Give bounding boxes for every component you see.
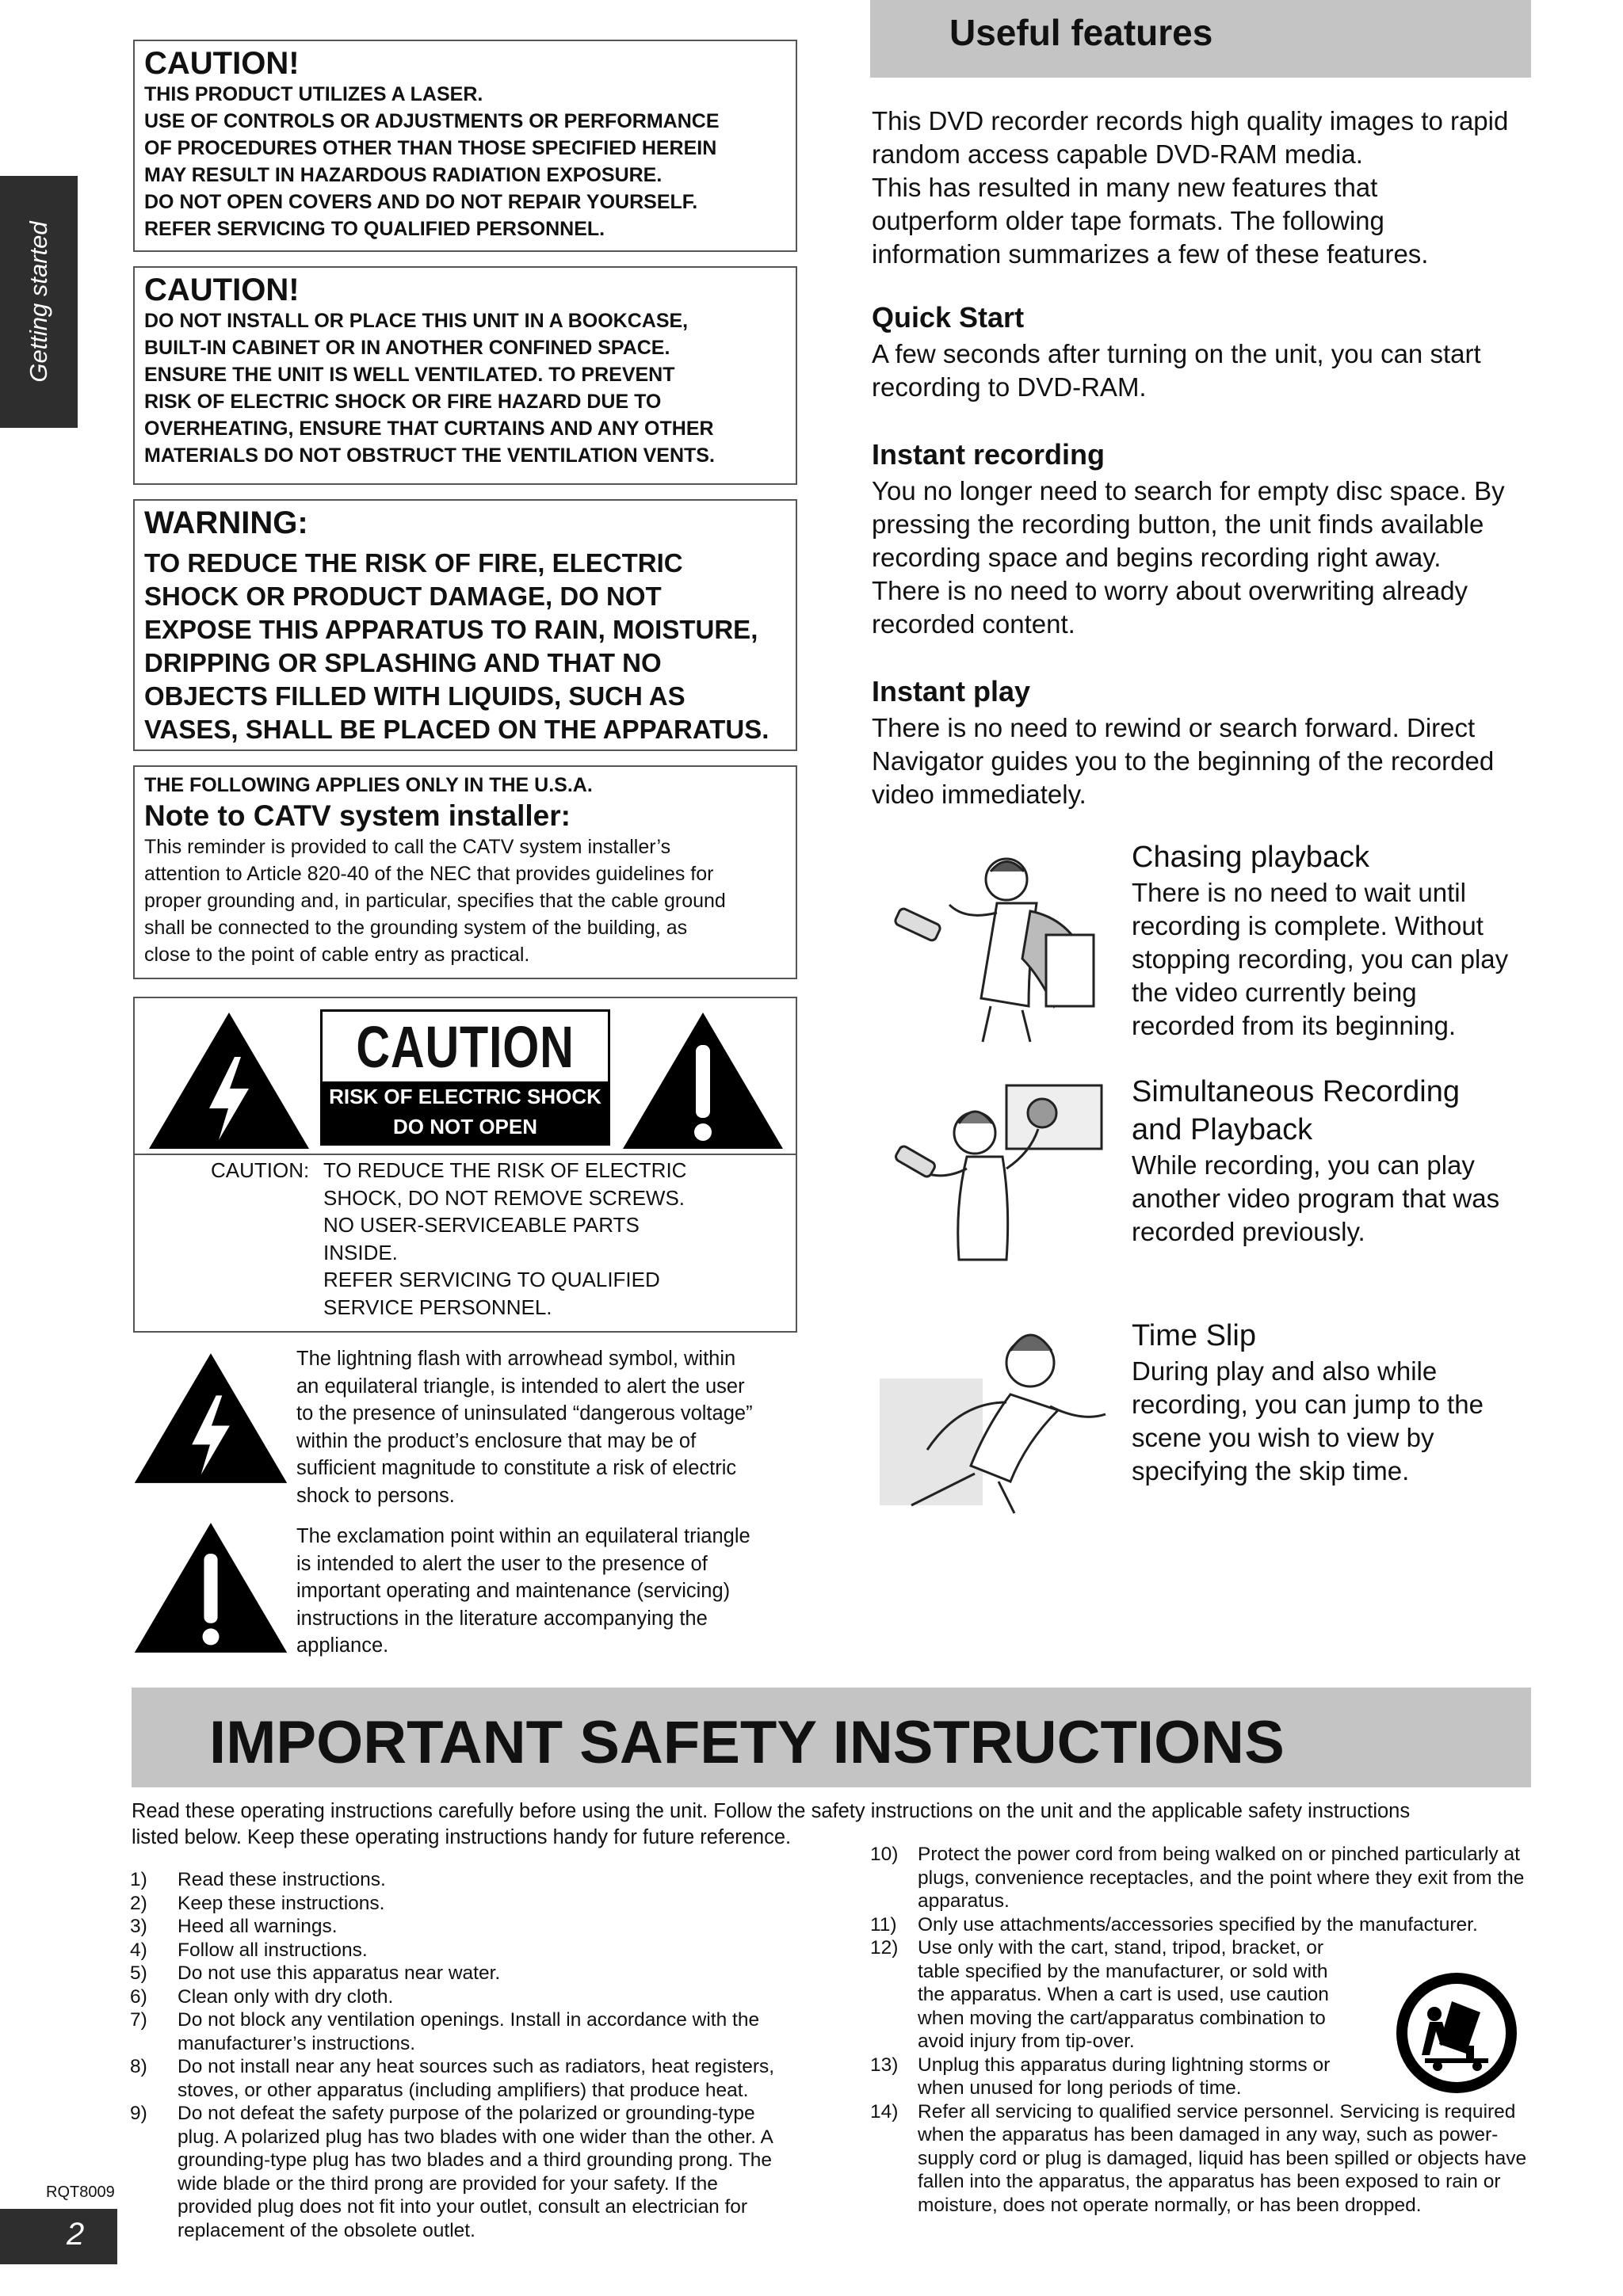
safety-item [130,1985,796,2009]
chasing-playback-line: the video currently being [1132,978,1417,1007]
warning-line: EXPOSE THIS APPARATUS TO RAIN, MOISTURE, [144,615,758,644]
useful-intro-line: This DVD recorder records high quality images to rapid [872,106,1509,135]
catv-line: shall be connected to the grounding system of the building, as [144,917,688,939]
safety-item-text: Keep these instructions. [178,1892,385,1914]
safety-intro-line: listed below. Keep these operating instructions handy for future reference. [132,1826,792,1848]
caution-ventilation-line: RISK OF ELECTRIC SHOCK OR FIRE HAZARD DUE TO [144,391,662,413]
simultaneous-title: and Playback [1132,1113,1313,1146]
time-slip-line: specifying the skip time. [1132,1456,1410,1486]
safety-intro-line: Read these operating instructions carefully before using the unit. Follow the safety instructions on the unit and the applicable safety instructions [132,1800,1411,1822]
caution-laser-line: THIS PRODUCT UTILIZES A LASER. [144,83,483,105]
person-with-remote-illustration [888,848,1117,1046]
instant-recording-section [872,438,1537,641]
catv-line: proper grounding and, in particular, specifies that the cable ground [144,890,726,912]
catv-line: attention to Article 820-40 of the NEC that provides guidelines for [144,863,714,885]
exclamation-line: is intended to alert the user to the presence of [296,1552,708,1575]
caution-laser-line: OF PROCEDURES OTHER THAN THOSE SPECIFIED HEREIN [144,137,717,159]
catv-note-box [133,765,797,979]
safety-item-number: 2) [130,1892,147,1914]
chasing-playback-line: There is no need to wait until [1132,878,1466,907]
warning-line: TO REDUCE THE RISK OF FIRE, ELECTRIC [144,548,683,578]
safety-list-left [130,1868,796,2242]
safety-item-number: 8) [130,2056,147,2077]
safety-item [130,1868,796,1892]
model-code: RQT8009 [46,2183,115,2201]
safety-item-text: Refer all servicing to qualified service personnel. Servicing is required when the apparatus has been damaged in any way, such as power-supply cord or plug is damaged, liquid has been spilled or objects have fallen into the apparatus, the apparatus has been exposed to rain or moisture, does not operate normally, or has been dropped. [918,2100,1527,2216]
safety-item [870,2100,1544,2218]
time-slip-line: scene you wish to view by [1132,1423,1434,1452]
safety-item-number: 6) [130,1985,147,2008]
warning-title: WARNING: [144,505,308,540]
chasing-playback-section [1132,838,1544,1043]
useful-intro-line: random access capable DVD-RAM media. [872,139,1363,169]
lightning-line: The lightning flash with arrowhead symbol, within [296,1348,736,1370]
safety-item-number: 5) [130,1962,147,1984]
quick-start-section [872,301,1537,404]
divider [135,1154,796,1155]
safety-item-number: 4) [130,1939,147,1961]
catv-applies: THE FOLLOWING APPLIES ONLY IN THE U.S.A. [144,774,593,796]
safety-item-text: Do not install near any heat sources such as radiators, heat registers, stoves, or other apparatus (including amplifiers) that produce heat. [178,2056,775,2101]
caution-label-line: REFER SERVICING TO QUALIFIED [323,1268,660,1291]
safety-header [132,1688,1531,1787]
caution-label-line: INSIDE. [323,1240,398,1264]
simultaneous-line: While recording, you can play [1132,1150,1475,1180]
safety-item-text: Use only with the cart, stand, tripod, bracket, or table specified by the manufacturer, or sold with the apparatus. When a cart is used, use caution when moving the cart/apparatus combination to avoid injury from tip-over. [918,1937,1329,2052]
instant-recording-line: pressing the recording button, the unit finds available [872,509,1484,539]
caution-ventilation-line: DO NOT INSTALL OR PLACE THIS UNIT IN A BOOKCASE, [144,310,689,332]
safety-item-number: 11) [870,1913,897,1936]
instant-recording-line: You no longer need to search for empty disc space. By [872,476,1505,505]
page-number-tab [0,2209,117,2264]
safety-item-text: Clean only with dry cloth. [178,1985,394,2008]
safety-item [870,1913,1544,1937]
safety-item [130,1892,796,1916]
instant-play-line: video immediately. [872,780,1086,809]
simultaneous-title: Simultaneous Recording [1132,1075,1461,1108]
instant-recording-line: recorded content. [872,609,1075,639]
section-tab-label: Getting started [25,221,52,383]
cart-tip-over-icon [1393,1970,1520,2096]
caution-ventilation-box [133,266,797,485]
lightning-line: to the presence of uninsulated “dangerous voltage” [296,1402,753,1425]
safety-item-text: Only use attachments/accessories specified by the manufacturer. [918,1913,1478,1936]
useful-features-title: Useful features [949,12,1213,53]
caution-laser-title: CAUTION! [144,46,300,81]
safety-item-number: 12) [870,1937,899,1958]
caution-ventilation-title: CAUTION! [144,273,300,307]
caution-label-line: DO NOT OPEN [392,1115,537,1138]
exclamation-triangle-icon [132,1516,290,1659]
safety-item-number: 7) [130,2009,147,2031]
page-number: 2 [67,2217,85,2252]
safety-item-number: 3) [130,1916,147,1937]
caution-ventilation-line: OVERHEATING, ENSURE THAT CURTAINS AND ANY OTHER [144,418,714,440]
caution-label [320,1009,610,1146]
caution-laser-line: MAY RESULT IN HAZARDOUS RADIATION EXPOSURE. [144,164,663,186]
safety-title: IMPORTANT SAFETY INSTRUCTIONS [209,1709,1285,1776]
quick-start-title: Quick Start [872,301,1025,334]
caution-label-line: RISK OF ELECTRIC SHOCK [329,1085,601,1108]
warning-line: SHOCK OR PRODUCT DAMAGE, DO NOT [144,582,662,611]
exclamation-line: appliance. [296,1634,389,1657]
safety-item-text: Do not defeat the safety purpose of the polarized or grounding-type plug. A polarized plug has two blades with one wider than the other. A grounding-type plug has two blades and a third grounding prong. The wide blade or the third prong are provided for your safety. If the provided plug does not fit into your outlet, consult an electrician for replacement of the obsolete outlet. [178,2103,773,2241]
safety-item-number: 1) [130,1869,147,1890]
person-jumping-illustration [880,1315,1117,1521]
person-watching-tv-illustration [888,1077,1117,1276]
section-tab [0,176,78,428]
quick-start-line: A few seconds after turning on the unit, you can start [872,339,1481,368]
catv-title: Note to CATV system installer: [144,799,571,832]
simultaneous-section [1132,1073,1544,1249]
simultaneous-line: another video program that was [1132,1184,1500,1213]
chasing-playback-line: recorded from its beginning. [1132,1011,1457,1040]
useful-intro-line: information summarizes a few of these features. [872,239,1429,269]
useful-intro-line: outperform older tape formats. The following [872,206,1384,235]
caution-label-band [323,1081,608,1143]
chasing-playback-line: recording is complete. Without [1132,911,1484,940]
catv-line: close to the point of cable entry as practical. [144,944,530,966]
safety-item-text: Do not block any ventilation openings. Install in accordance with the manufacturer’s instructions. [178,2009,760,2054]
warning-line: OBJECTS FILLED WITH LIQUIDS, SUCH AS [144,681,685,711]
caution-label-line: SERVICE PERSONNEL. [323,1295,552,1319]
lightning-line: shock to persons. [296,1484,455,1507]
safety-item-text: Follow all instructions. [178,1939,368,1961]
warning-box [133,499,797,751]
instant-recording-line: recording space and begins recording right away. [872,543,1442,572]
lightning-triangle-icon [132,1347,290,1489]
safety-item-text: Protect the power cord from being walked on or pinched particularly at plugs, convenience receptacles, and the point where they exit from the apparatus. [918,1844,1525,1912]
safety-item-number: 13) [870,2054,899,2076]
caution-laser-line: DO NOT OPEN COVERS AND DO NOT REPAIR YOURSELF. [144,191,698,213]
safety-item [130,1915,796,1939]
time-slip-line: During play and also while [1132,1356,1438,1386]
exclamation-line: The exclamation point within an equilateral triangle [296,1525,750,1547]
instant-play-line: Navigator guides you to the beginning of the recorded [872,746,1495,776]
caution-laser-box [133,40,797,252]
lightning-triangle-icon [146,1009,312,1152]
lightning-line: an equilateral triangle, is intended to alert the user [296,1375,745,1398]
exclamation-line: instructions in the literature accompanying the [296,1607,708,1630]
safety-item [130,2008,796,2055]
safety-item-number: 10) [870,1844,899,1865]
safety-item [130,2102,796,2242]
useful-intro [872,105,1537,271]
time-slip-title: Time Slip [1132,1319,1256,1352]
safety-item-text: Heed all warnings. [178,1916,338,1937]
lightning-line: sufficient magnitude to constitute a risk of electric [296,1457,737,1479]
warning-line: VASES, SHALL BE PLACED ON THE APPARATUS. [144,715,769,744]
instant-recording-title: Instant recording [872,438,1106,471]
caution-ventilation-line: MATERIALS DO NOT OBSTRUCT THE VENTILATION VENTS. [144,444,715,467]
safety-item-text: Do not use this apparatus near water. [178,1962,501,1984]
caution-label-box [133,997,797,1333]
caution-label-line: SHOCK, DO NOT REMOVE SCREWS. [323,1185,685,1210]
caution-label-big: CAUTION [356,1013,575,1080]
useful-intro-line: This has resulted in many new features that [872,173,1378,202]
safety-item [130,1939,796,1962]
time-slip-section [1132,1317,1544,1488]
instant-play-title: Instant play [872,675,1031,707]
chasing-playback-line: stopping recording, you can play [1132,944,1509,974]
caution-label-prefix: CAUTION: [211,1158,310,1182]
safety-item [130,2055,796,2102]
chasing-playback-title: Chasing playback [1132,841,1369,874]
lightning-explanation [296,1345,804,1509]
safety-item [130,1962,796,1985]
exclamation-explanation [296,1523,804,1660]
instant-play-section [872,675,1537,811]
instant-recording-line: There is no need to worry about overwriting already [872,576,1468,605]
exclamation-line: important operating and maintenance (servicing) [296,1580,731,1602]
safety-item-text: Read these instructions. [178,1869,386,1890]
exclamation-triangle-icon [620,1009,786,1152]
caution-label-text [211,1157,781,1321]
caution-laser-line: USE OF CONTROLS OR ADJUSTMENTS OR PERFORMANCE [144,110,720,132]
quick-start-line: recording to DVD-RAM. [872,372,1147,402]
time-slip-line: recording, you can jump to the [1132,1390,1484,1419]
caution-label-line: NO USER-SERVICEABLE PARTS [323,1213,640,1237]
instant-play-line: There is no need to rewind or search forward. Direct [872,713,1476,742]
useful-features-header [870,0,1531,78]
caution-ventilation-line: ENSURE THE UNIT IS WELL VENTILATED. TO PREVENT [144,364,675,386]
warning-line: DRIPPING OR SPLASHING AND THAT NO [144,648,662,677]
caution-ventilation-line: BUILT-IN CABINET OR IN ANOTHER CONFINED SPACE. [144,337,670,359]
simultaneous-line: recorded previously. [1132,1217,1365,1246]
safety-item [870,1843,1544,1913]
lightning-line: within the product’s enclosure that may be of [296,1429,697,1452]
caution-laser-line: REFER SERVICING TO QUALIFIED PERSONNEL. [144,218,605,240]
safety-item-number: 9) [130,2103,147,2124]
safety-item-number: 14) [870,2100,899,2122]
catv-line: This reminder is provided to call the CATV system installer’s [144,836,671,858]
safety-item-text: Unplug this apparatus during lightning storms or when unused for long periods of time. [918,2054,1331,2099]
caution-label-line: TO REDUCE THE RISK OF ELECTRIC [323,1158,687,1182]
